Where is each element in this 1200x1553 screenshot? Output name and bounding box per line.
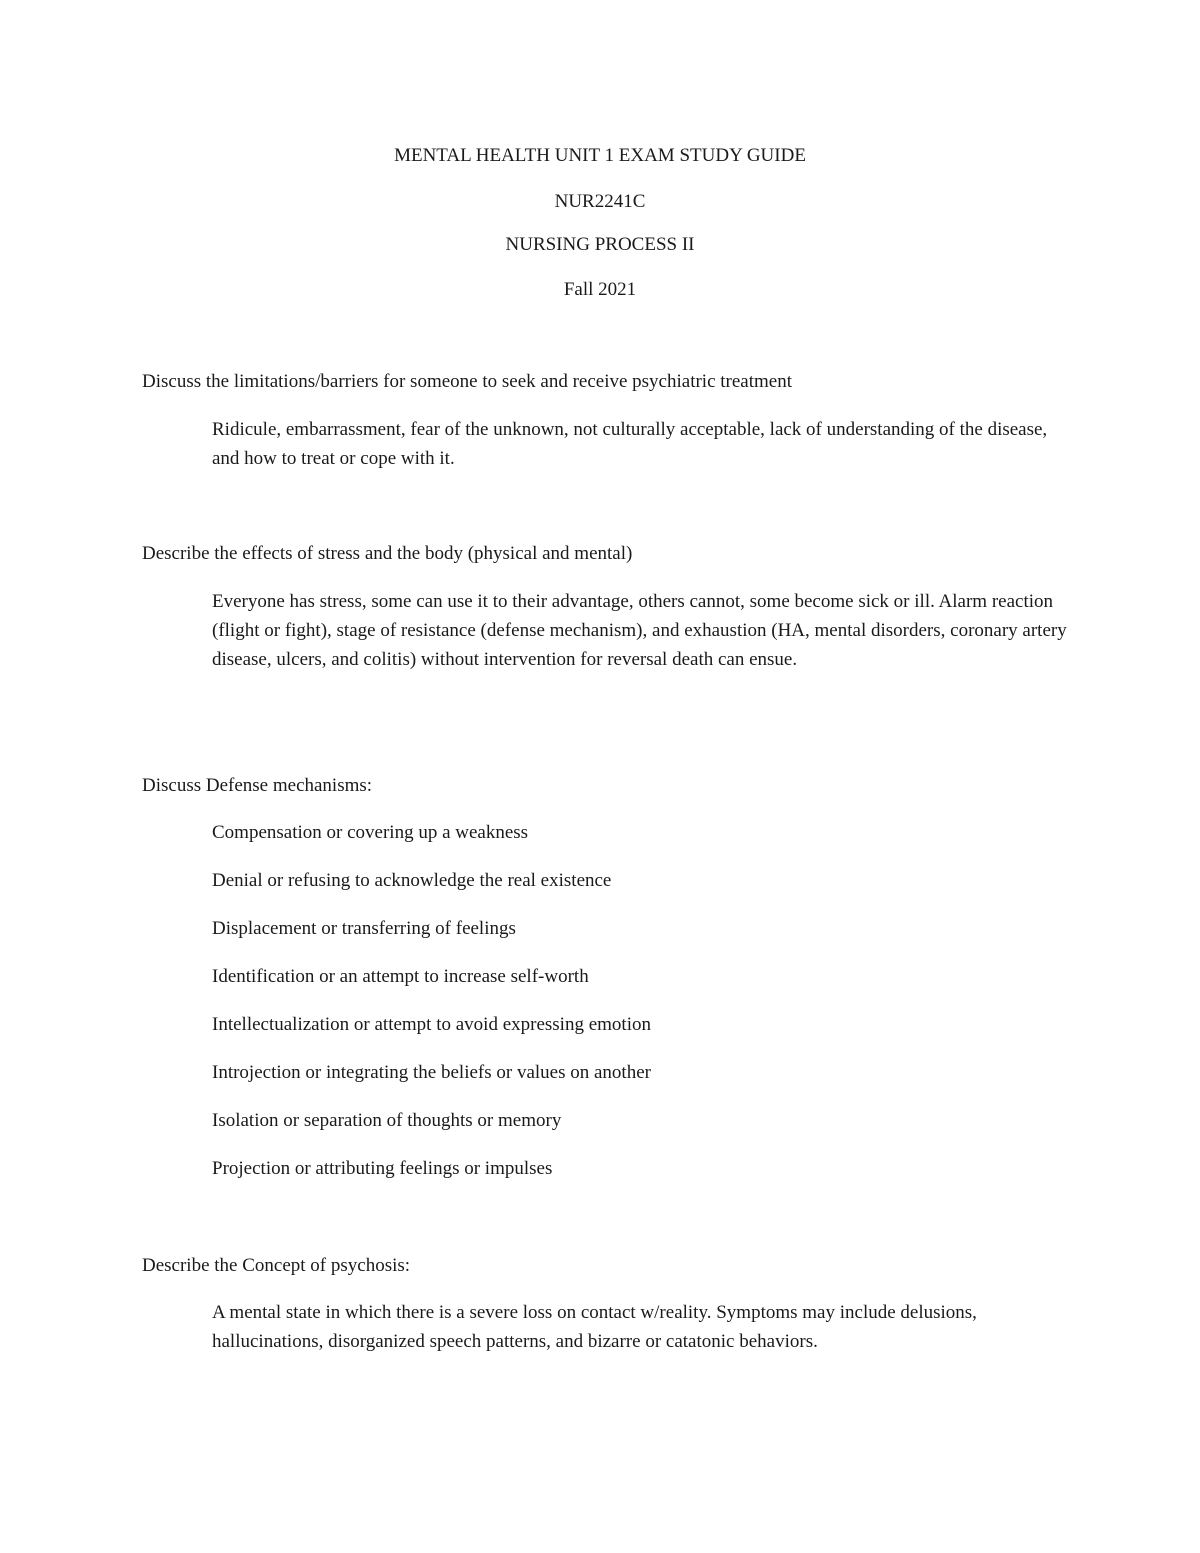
question-barriers: Discuss the limitations/barriers for someone to seek and receive psychiatric treatment	[142, 371, 793, 392]
answer-stress: Everyone has stress, some can use it to their advantage, others cannot, some become sick or ill. Alarm reaction (flight or fight), stage of resistance (defense mechanism), and exhaustion (HA, mental disorders, coronary artery disease, ulcers, and colitis) without intervention for reversal death can ensue.	[212, 591, 1067, 670]
list-item: Identification or an attempt to increase self-worth	[212, 966, 589, 987]
answer-barriers: Ridicule, embarrassment, fear of the unknown, not culturally acceptable, lack of understanding of the disease, and how to treat or cope with it.	[212, 419, 1048, 469]
answer-psychosis: A mental state in which there is a severe loss on contact w/reality. Symptoms may include delusions, hallucinations, disorganized speech patterns, and bizarre or catatonic behaviors.	[212, 1302, 977, 1352]
list-item: Intellectualization or attempt to avoid expressing emotion	[212, 1014, 651, 1035]
question-defense-mechanisms: Discuss Defense mechanisms:	[142, 775, 373, 796]
course-code: NUR2241C	[554, 191, 646, 212]
list-item: Displacement or transferring of feelings	[212, 918, 516, 939]
document-title: MENTAL HEALTH UNIT 1 EXAM STUDY GUIDE	[394, 145, 806, 166]
question-stress: Describe the effects of stress and the body (physical and mental)	[142, 543, 633, 564]
term: Fall 2021	[563, 279, 637, 300]
list-item: Compensation or covering up a weakness	[212, 822, 529, 843]
list-item: Denial or refusing to acknowledge the real existence	[212, 870, 612, 891]
list-item: Introjection or integrating the beliefs or values on another	[212, 1062, 651, 1083]
list-item: Isolation or separation of thoughts or memory	[212, 1110, 562, 1131]
question-psychosis: Describe the Concept of psychosis:	[142, 1255, 411, 1276]
course-name: NURSING PROCESS II	[505, 234, 695, 255]
list-item: Projection or attributing feelings or impulses	[212, 1158, 553, 1179]
